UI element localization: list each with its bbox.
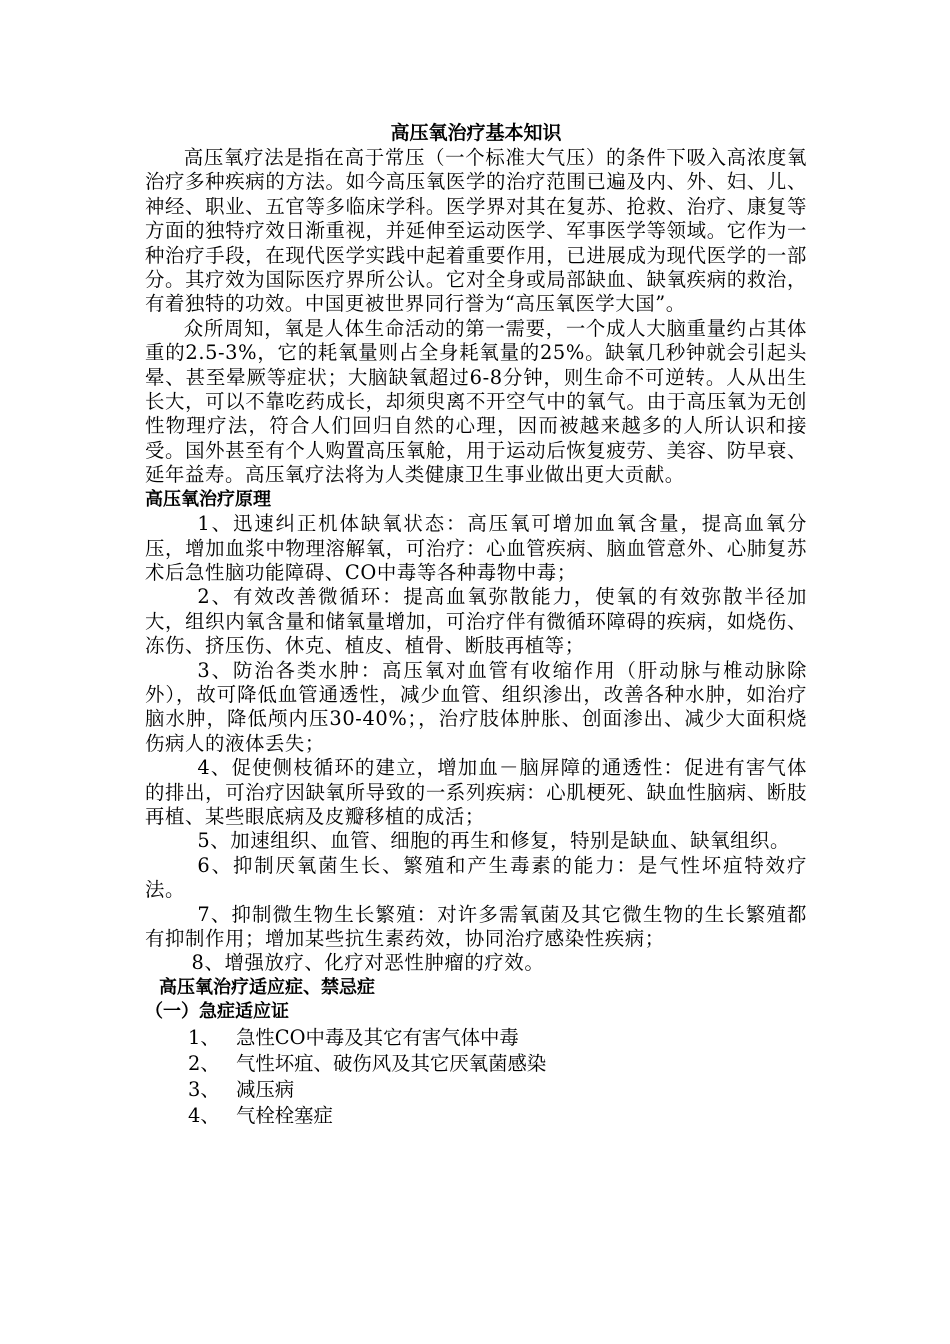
- list-item-number: 2、: [188, 1051, 220, 1075]
- principle-item-3: 3、防治各类水肿：高压氧对血管有收缩作用（肝动脉与椎动脉除外），故可降低血管通透性，减少血管、组织渗出，改善各种水肿，如治疗脑水肿，降低颅内压30-40%；，治疗肢体肿胀、创面渗出、减少大面积烧伤病人的液体丢失；: [145, 658, 807, 755]
- list-item-number: 1、: [188, 1025, 220, 1049]
- list-item-text: 气性坏疽、破伤风及其它厌氧菌感染: [236, 1051, 547, 1075]
- list-item: [145, 1051, 807, 1077]
- list-item: [145, 1103, 807, 1129]
- intro-paragraph-1: 高压氧疗法是指在高于常压（一个标准大气压）的条件下吸入高浓度氧治疗多种疾病的方法。如今高压氧医学的治疗范围已遍及内、外、妇、儿、神经、职业、五官等多临床学科。医学界对其在复苏、抢救、治疗、康复等方面的独特疗效日渐重视，并延伸至运动医学、军事医学等领域。它作为一种治疗手段，在现代医学实践中起着重要作用，已进展成为现代医学的一部分。其疗效为国际医疗界所公认。它对全身或局部缺血、缺氧疾病的救治，有着独特的功效。中国更被世界同行誉为“高压氧医学大国”。: [145, 146, 807, 316]
- list-item: [145, 1077, 807, 1103]
- document-title: 高压氧治疗基本知识: [390, 122, 562, 144]
- list-item-text: 气栓栓塞症: [236, 1103, 333, 1127]
- principle-item-4: 4、促使侧枝循环的建立，增加血－脑屏障的通透性：促进有害气体的排出，可治疗因缺氧所导致的一系列疾病：心肌梗死、缺血性脑病、断肢再植、某些眼底病及皮瓣移植的成活；: [145, 756, 807, 828]
- list-item-number: 3、: [188, 1077, 220, 1101]
- principle-item-8: 8、增强放疗、化疗对恶性肿瘤的疗效。: [191, 951, 545, 975]
- principle-item-6: 6、抑制厌氧菌生长、繁殖和产生毒素的能力：是气性坏疽特效疗法。: [145, 853, 807, 902]
- list-item-text: 减压病: [236, 1077, 295, 1101]
- principle-item-1: 1、迅速纠正机体缺氧状态：高压氧可增加血氧含量，提高血氧分压，增加血浆中物理溶解氧，可治疗：心血管疾病、脑血管意外、心肺复苏术后急性脑功能障碍、CO中毒等各种毒物中毒；: [145, 512, 807, 584]
- indications-heading: 高压氧治疗适应症、禁忌症: [159, 976, 375, 998]
- list-item-number: 4、: [188, 1103, 220, 1127]
- principles-heading: 高压氧治疗原理: [145, 488, 271, 510]
- emergency-heading: （一）急症适应证: [145, 1001, 289, 1023]
- intro-paragraph-2: 众所周知，氧是人体生命活动的第一需要，一个成人大脑重量约占其体重的2.5-3%，它的耗氧量则占全身耗氧量的25%。缺氧几秒钟就会引起头晕、甚至晕厥等症状；大脑缺氧超过6-8分钟，则生命不可逆转。人从出生长大，可以不靠吃药成长，却须臾离不开空气中的氧气。由于高压氧为无创性物理疗法，符合人们回归自然的心理，因而被越来越多的人所认识和接受。国外甚至有个人购置高压氧舱，用于运动后恢复疲劳、美容、防早衰、延年益寿。高压氧疗法将为人类健康卫生事业做出更大贡献。: [145, 316, 807, 487]
- principle-item-5: 5、加速组织、血管、细胞的再生和修复，特别是缺血、缺氧组织。: [197, 829, 791, 853]
- principle-item-2: 2、有效改善微循环：提高血氧弥散能力，使氧的有效弥散半径加大，组织内氧含量和储氧量增加，可治疗伴有微循环障碍的疾病，如烧伤、冻伤、挤压伤、休克、植皮、植骨、断肢再植等；: [145, 585, 807, 658]
- principle-item-7: 7、抑制微生物生长繁殖：对许多需氧菌及其它微生物的生长繁殖都有抑制作用；增加某些抗生素药效，协同治疗感染性疾病；: [145, 902, 807, 950]
- list-item: [145, 1025, 807, 1051]
- document-page: [145, 120, 807, 1129]
- list-item-text: 急性CO中毒及其它有害气体中毒: [236, 1025, 519, 1049]
